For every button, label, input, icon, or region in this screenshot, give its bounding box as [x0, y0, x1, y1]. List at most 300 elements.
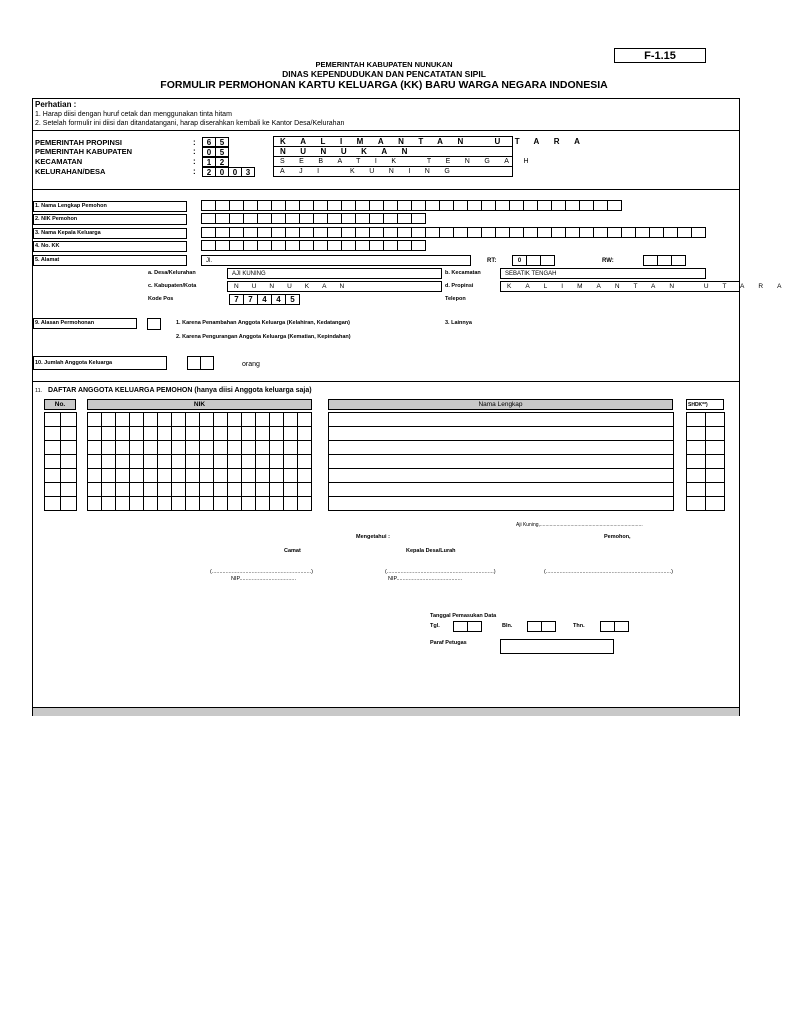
input-cell	[649, 227, 664, 238]
nik-cell	[171, 426, 186, 441]
input-cell	[271, 227, 286, 238]
col-name-header: Nama Lengkap	[328, 399, 673, 410]
input-cell	[200, 356, 214, 370]
col-no-header: No.	[44, 399, 76, 410]
input-cell	[369, 200, 384, 211]
input-cell	[397, 213, 412, 224]
nik-cell	[157, 426, 172, 441]
nik-cell	[185, 496, 200, 511]
no-cell	[60, 454, 77, 469]
nik-cell	[241, 454, 256, 469]
input-cell	[397, 240, 412, 251]
nik-cell	[213, 440, 228, 455]
input-cell	[383, 213, 398, 224]
label-text: 1. Nama Lengkap Pemohon	[35, 203, 107, 209]
input-cell	[453, 227, 468, 238]
input-cell	[691, 227, 706, 238]
kepala-desa-label: Kepala Desa/Lurah	[406, 548, 456, 554]
place-date: Aji Kuning,..........................................................................	[516, 522, 643, 528]
kepala-keluarga-cells[interactable]	[201, 227, 706, 238]
nik-cell	[101, 468, 116, 483]
input-cell	[327, 213, 342, 224]
input-cell	[355, 227, 370, 238]
nik-cell	[199, 496, 214, 511]
kodepos-cells[interactable]	[229, 294, 300, 305]
nik-cell	[115, 426, 130, 441]
nik-cell	[185, 412, 200, 427]
signature-line-camat: (.................................................................)	[210, 569, 313, 575]
input-cell	[243, 240, 258, 251]
nik-cell	[129, 496, 144, 511]
no-cell	[44, 482, 61, 497]
shdk-cell	[686, 496, 706, 511]
input-cell	[299, 213, 314, 224]
input-cell	[229, 200, 244, 211]
tanggal-pemasukan-label: Tanggal Pemasukan Data	[430, 613, 497, 619]
signature-line-kepala-desa: (......................................................................)	[385, 569, 496, 575]
colon: :	[193, 167, 196, 176]
nik-cell	[269, 468, 284, 483]
shdk-cell	[686, 454, 706, 469]
label-nik-pemohon	[33, 214, 187, 225]
input-cell	[369, 227, 384, 238]
input-cell	[643, 255, 658, 266]
rw-cells[interactable]	[643, 255, 686, 266]
nik-cell	[227, 426, 242, 441]
label-text: 5. Alamat	[35, 257, 60, 263]
no-cell	[44, 440, 61, 455]
input-cell	[495, 227, 510, 238]
input-cell	[341, 227, 356, 238]
nik-cell	[171, 412, 186, 427]
reason-option-1: 1. Karena Penambahan Anggota Keluarga (Kelahiran, Kedatangan)	[176, 320, 351, 326]
label-jumlah-anggota	[33, 356, 167, 370]
nik-cell	[227, 412, 242, 427]
divider	[32, 381, 740, 382]
shdk-cell	[705, 454, 725, 469]
nip-kepala-desa: NIP...........................................	[388, 576, 463, 582]
input-cell	[551, 227, 566, 238]
code-cell: 0	[215, 167, 229, 177]
reason-option-3: 3. Lainnya	[445, 320, 472, 326]
kodepos-cell: 4	[271, 294, 286, 305]
propinsi-code[interactable]	[202, 137, 229, 147]
input-cell	[257, 240, 272, 251]
code-cell: 6	[202, 137, 216, 147]
nik-cell	[255, 468, 270, 483]
kodepos-cell: 7	[229, 294, 244, 305]
nik-cell	[227, 482, 242, 497]
no-cell	[44, 412, 61, 427]
propinsi-name-field[interactable]: KALIMANTAN UTARA	[273, 136, 513, 147]
thn-cells[interactable]	[600, 621, 629, 632]
nik-cell	[241, 496, 256, 511]
input-cell	[383, 200, 398, 211]
no-cell	[60, 468, 77, 483]
divider	[32, 130, 740, 131]
list-title: DAFTAR ANGGOTA KELUARGA PEMOHON (hanya diisi Anggota keluarga saja)	[48, 387, 312, 394]
nik-cell	[185, 440, 200, 455]
label-kepala-keluarga	[33, 228, 187, 239]
kecamatan-code[interactable]	[202, 157, 229, 167]
nik-cell	[101, 496, 116, 511]
propinsi-field[interactable]: KALIMANTAN UTARA	[500, 281, 740, 292]
kecamatan-label: b. Kecamatan	[445, 270, 481, 276]
input-cell	[663, 227, 678, 238]
name-cell	[328, 496, 674, 511]
bln-cells[interactable]	[527, 621, 556, 632]
input-cell	[243, 227, 258, 238]
header-line2: DINAS KEPENDUDUKAN DAN PENCATATAN SIPIL	[282, 69, 486, 79]
nik-cell	[87, 496, 102, 511]
nik-cell	[143, 454, 158, 469]
nik-cell	[227, 440, 242, 455]
input-cell	[257, 200, 272, 211]
nik-cell	[199, 454, 214, 469]
nik-cell	[213, 412, 228, 427]
kodepos-cell: 7	[243, 294, 258, 305]
tgl-cells[interactable]	[453, 621, 482, 632]
input-cell	[271, 240, 286, 251]
nik-cell	[213, 496, 228, 511]
nik-cell	[213, 468, 228, 483]
footer-bar	[33, 707, 739, 716]
code-cell: 0	[228, 167, 242, 177]
nik-cell	[199, 468, 214, 483]
rt-cell: 0	[512, 255, 527, 266]
nik-cell	[269, 426, 284, 441]
col-shdk-header: SHDK**)	[686, 399, 724, 410]
kabupaten-label: c. Kabupaten/Kota	[148, 283, 197, 289]
kecamatan-name-field[interactable]: SEBATIK TENGAH	[273, 156, 513, 167]
input-cell	[411, 227, 426, 238]
nik-cell	[143, 496, 158, 511]
rt-label: RT:	[487, 258, 497, 264]
input-cell	[565, 227, 580, 238]
nik-cell	[157, 440, 172, 455]
input-cell	[285, 240, 300, 251]
paraf-field[interactable]	[500, 639, 614, 654]
thn-label: Thn.	[573, 623, 585, 629]
input-cell	[355, 240, 370, 251]
label-text: 3. Nama Kepala Keluarga	[35, 230, 101, 236]
jumlah-anggota-cells[interactable]	[187, 356, 214, 370]
alamat-field[interactable]: Jl.	[201, 255, 471, 266]
alasan-checkbox[interactable]	[147, 318, 161, 330]
nik-cell	[269, 496, 284, 511]
nik-cell	[255, 496, 270, 511]
nik-cell	[227, 454, 242, 469]
divider	[32, 189, 740, 190]
input-cell	[285, 227, 300, 238]
no-cell	[60, 426, 77, 441]
shdk-cell	[705, 426, 725, 441]
nik-cell	[297, 412, 312, 427]
nik-cell	[269, 454, 284, 469]
nik-cell	[101, 440, 116, 455]
nik-cell	[241, 482, 256, 497]
nik-cell	[101, 454, 116, 469]
form-code-box: F-1.15	[614, 48, 706, 63]
nik-cell	[87, 426, 102, 441]
nik-cell	[129, 468, 144, 483]
input-cell	[327, 200, 342, 211]
nik-cell	[143, 412, 158, 427]
kecamatan-field[interactable]: SEBATIK TENGAH	[500, 268, 706, 279]
input-cell	[243, 213, 258, 224]
kodepos-cell: 5	[285, 294, 300, 305]
notes-title: Perhatian :	[35, 100, 77, 109]
input-cell	[579, 227, 594, 238]
camat-label: Camat	[284, 548, 301, 554]
input-cell	[411, 200, 426, 211]
nik-cell	[185, 482, 200, 497]
nik-cell	[283, 412, 298, 427]
input-cell	[509, 227, 524, 238]
code-cell: 3	[241, 167, 255, 177]
nik-cell	[255, 426, 270, 441]
input-cell	[467, 200, 482, 211]
list-number: 11.	[35, 388, 43, 394]
nik-cell	[185, 426, 200, 441]
input-cell	[481, 200, 496, 211]
input-cell	[271, 213, 286, 224]
note-item: 1. Harap diisi dengan huruf cetak dan menggunakan tinta hitam	[35, 111, 232, 118]
nik-cell	[115, 440, 130, 455]
input-cell	[341, 240, 356, 251]
label-no-kk	[33, 241, 187, 252]
nik-cell	[297, 496, 312, 511]
mengetahui-label: Mengetahui :	[356, 534, 390, 540]
nik-cell	[157, 468, 172, 483]
nik-cell	[213, 454, 228, 469]
form-title: FORMULIR PERMOHONAN KARTU KELUARGA (KK) BARU WARGA NEGARA INDONESIA	[160, 79, 608, 91]
input-cell	[201, 213, 216, 224]
kodepos-cell: 4	[257, 294, 272, 305]
nik-cell	[143, 468, 158, 483]
nik-cell	[129, 440, 144, 455]
nik-cell	[255, 454, 270, 469]
nik-pemohon-cells[interactable]	[201, 213, 426, 224]
input-cell	[313, 227, 328, 238]
nik-cell	[143, 440, 158, 455]
desa-label: a. Desa/Kelurahan	[148, 270, 196, 276]
no-cell	[44, 426, 61, 441]
pemohon-label: Pemohon,	[604, 534, 631, 540]
name-cell	[328, 440, 674, 455]
region-label-propinsi: PEMERINTAH PROPINSI	[35, 138, 122, 147]
nik-cell	[297, 468, 312, 483]
nik-cell	[283, 426, 298, 441]
nik-cell	[171, 496, 186, 511]
nik-cell	[255, 412, 270, 427]
input-cell	[453, 200, 468, 211]
name-cell	[328, 412, 674, 427]
nik-cell	[269, 440, 284, 455]
paraf-label: Paraf Petugas	[430, 640, 467, 646]
nik-cell	[87, 482, 102, 497]
input-cell	[523, 227, 538, 238]
col-nik-header: NIK	[87, 399, 312, 410]
input-cell	[215, 227, 230, 238]
input-cell	[201, 227, 216, 238]
input-cell	[355, 213, 370, 224]
input-cell	[215, 240, 230, 251]
kodepos-label: Kode Pos	[148, 296, 174, 302]
nik-cell	[143, 482, 158, 497]
input-cell	[523, 200, 538, 211]
input-cell	[271, 200, 286, 211]
nik-cell	[199, 482, 214, 497]
input-cell	[299, 200, 314, 211]
shdk-cell	[705, 496, 725, 511]
code-cell: 5	[215, 147, 229, 157]
input-cell	[600, 621, 615, 632]
input-cell	[527, 621, 542, 632]
input-cell	[369, 213, 384, 224]
label-alasan	[33, 318, 137, 329]
input-cell	[383, 227, 398, 238]
code-cell: 2	[202, 167, 216, 177]
nik-cell	[171, 440, 186, 455]
name-cell	[328, 426, 674, 441]
kelurahan-code[interactable]	[202, 167, 255, 177]
shdk-cell	[705, 440, 725, 455]
nik-cell	[185, 454, 200, 469]
kabupaten-field[interactable]: NUNUKAN	[227, 281, 442, 292]
region-label-kelurahan: KELURAHAN/DESA	[35, 167, 106, 176]
desa-field[interactable]: AJI KUNING	[227, 268, 442, 279]
no-kk-cells[interactable]	[201, 240, 426, 251]
nik-cell	[199, 426, 214, 441]
no-cell	[44, 468, 61, 483]
nik-cell	[129, 454, 144, 469]
nik-cell	[227, 496, 242, 511]
input-cell	[313, 240, 328, 251]
input-cell	[313, 213, 328, 224]
input-cell	[614, 621, 629, 632]
nik-cell	[129, 412, 144, 427]
input-cell	[593, 227, 608, 238]
input-cell	[495, 200, 510, 211]
input-cell	[215, 213, 230, 224]
input-cell	[215, 200, 230, 211]
nik-cell	[297, 440, 312, 455]
colon: :	[193, 157, 196, 166]
nik-cell	[269, 482, 284, 497]
input-cell	[299, 227, 314, 238]
input-cell	[327, 227, 342, 238]
name-cell	[328, 482, 674, 497]
input-cell	[187, 356, 201, 370]
input-cell	[439, 227, 454, 238]
nik-cell	[115, 412, 130, 427]
reason-option-2: 2. Karena Pengurangan Anggota Keluarga (Kematian, Kepindahan)	[176, 334, 351, 340]
input-cell	[671, 255, 686, 266]
label-text: 2. NIK Pemohon	[35, 216, 78, 222]
note-item: 2. Setelah formulir ini diisi dan ditandatangani, harap diserahkan kembali ke Kantor Desa/Kelurahan	[35, 120, 345, 127]
shdk-cell	[686, 482, 706, 497]
nik-cell	[297, 426, 312, 441]
shdk-cell	[705, 468, 725, 483]
nik-cell	[171, 468, 186, 483]
code-cell: 0	[202, 147, 216, 157]
nik-cell	[297, 482, 312, 497]
input-cell	[425, 200, 440, 211]
input-cell	[621, 227, 636, 238]
no-cell	[44, 496, 61, 511]
nama-pemohon-cells[interactable]	[201, 200, 622, 211]
rt-cells[interactable]	[512, 255, 555, 266]
nik-cell	[255, 440, 270, 455]
input-cell	[257, 213, 272, 224]
nik-cell	[101, 412, 116, 427]
input-cell	[229, 240, 244, 251]
input-cell	[411, 213, 426, 224]
bln-label: Bln.	[502, 623, 513, 629]
shdk-cell	[686, 440, 706, 455]
input-cell	[229, 227, 244, 238]
input-cell	[229, 213, 244, 224]
region-label-kabupaten: PEMERINTAH KABUPATEN	[35, 147, 133, 156]
input-cell	[341, 213, 356, 224]
shdk-cell	[686, 426, 706, 441]
nik-cell	[283, 482, 298, 497]
input-cell	[425, 227, 440, 238]
shdk-cell	[686, 468, 706, 483]
input-cell	[327, 240, 342, 251]
nik-cell	[115, 496, 130, 511]
input-cell	[541, 621, 556, 632]
input-cell	[201, 240, 216, 251]
input-cell	[509, 200, 524, 211]
kelurahan-name-field[interactable]: AJI KUNING	[273, 166, 513, 177]
nik-cell	[87, 440, 102, 455]
input-cell	[537, 227, 552, 238]
kabupaten-code[interactable]	[202, 147, 229, 157]
nik-cell	[157, 482, 172, 497]
no-cell	[60, 496, 77, 511]
input-cell	[579, 200, 594, 211]
input-cell	[411, 240, 426, 251]
signature-line-pemohon: (..................................................................................)	[544, 569, 673, 575]
nik-cell	[227, 468, 242, 483]
orang-label: orang	[242, 361, 260, 368]
input-cell	[397, 227, 412, 238]
input-cell	[355, 200, 370, 211]
label-text: 9. Alasan Permohonan	[35, 320, 95, 326]
nik-cell	[87, 468, 102, 483]
input-cell	[285, 213, 300, 224]
nik-cell	[115, 454, 130, 469]
shdk-cell	[705, 412, 725, 427]
nik-cell	[185, 468, 200, 483]
nik-cell	[157, 454, 172, 469]
colon: :	[193, 147, 196, 156]
name-cell	[328, 454, 674, 469]
no-cell	[44, 454, 61, 469]
nik-cell	[115, 482, 130, 497]
input-cell	[453, 621, 468, 632]
input-cell	[537, 200, 552, 211]
nik-cell	[283, 440, 298, 455]
nik-cell	[157, 412, 172, 427]
input-cell	[285, 200, 300, 211]
nip-camat: NIP.....................................	[231, 576, 296, 582]
shdk-cell	[686, 412, 706, 427]
header-line1: PEMERINTAH KABUPATEN NUNUKAN	[315, 60, 453, 69]
kabupaten-name-field[interactable]: NUNUKAN	[273, 146, 513, 157]
